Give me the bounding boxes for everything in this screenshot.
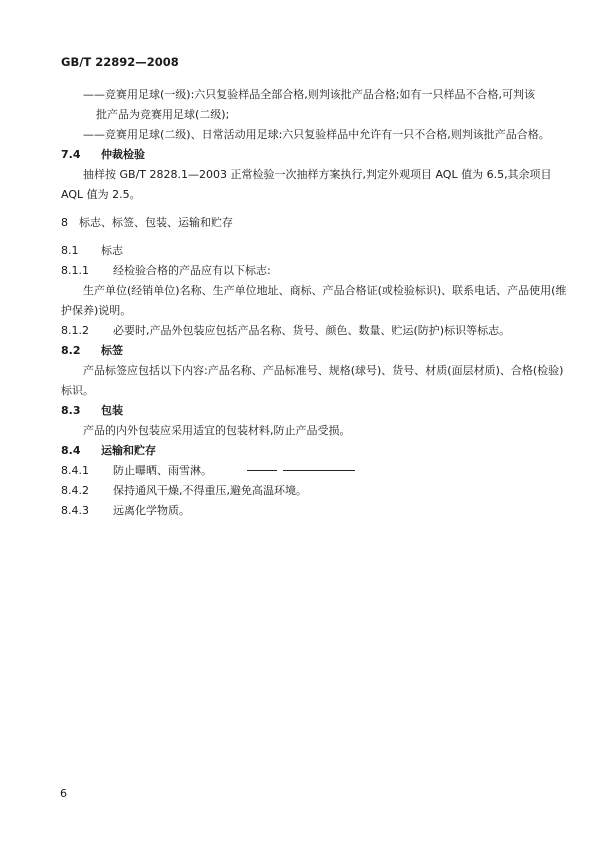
end-of-document-rule <box>247 470 355 471</box>
section-title: 仲裁检验 <box>101 148 145 161</box>
section-title: 运输和贮存 <box>101 444 156 457</box>
page-number: 6 <box>60 787 67 800</box>
section-number: 8.2 <box>61 344 81 357</box>
section-8-1-heading <box>61 241 551 261</box>
section-title: 标签 <box>101 344 123 357</box>
section-7-4-body-line1: 抽样按 GB/T 2828.1—2003 正常检验一次抽样方案执行,判定外观项目 AQL 值为 6.5,其余项目 <box>83 168 552 181</box>
paragraph-grade1-line1: ——竞赛用足球(一级):六只复验样品全部合格,则判该批产品合格;如有一只样品不合格,可判该 <box>83 88 535 101</box>
paragraph-grade1-line2: 批产品为竞赛用足球(二级); <box>96 108 230 121</box>
section-title: 标志 <box>101 244 123 257</box>
section-8-4-3 <box>61 501 551 521</box>
section-number: 8.3 <box>61 404 81 417</box>
section-8-1-1 <box>61 261 551 281</box>
section-number: 8.4 <box>61 444 81 457</box>
section-text: 远离化学物质。 <box>113 504 190 517</box>
section-8-1-2 <box>61 321 551 341</box>
section-number: 8 <box>61 216 68 229</box>
section-number: 8.4.1 <box>61 464 89 477</box>
section-8-3-heading <box>61 401 551 421</box>
section-number: 8.4.2 <box>61 484 89 497</box>
section-text: 必要时,产品外包装应包括产品名称、货号、颜色、数量、贮运(防护)标识等标志。 <box>113 324 511 337</box>
section-text: 防止曝晒、雨雪淋。 <box>113 464 212 477</box>
section-8-2-body-line2: 标识。 <box>61 384 94 397</box>
section-title: 包装 <box>101 404 123 417</box>
standard-number: GB/T 22892—2008 <box>61 55 179 69</box>
section-8-2-body-line1: 产品标签应包括以下内容:产品名称、产品标准号、规格(球号)、货号、材质(面层材质)、合格(检验) <box>83 364 564 377</box>
section-title: 标志、标签、包装、运输和贮存 <box>79 216 233 229</box>
document-body <box>61 85 567 521</box>
section-number: 8.1 <box>61 244 79 257</box>
section-8-1-1-body-line1: 生产单位(经销单位)名称、生产单位地址、商标、产品合格证(或检验标识)、联系电话、产品使用(维 <box>83 284 567 297</box>
section-8-4-2 <box>61 481 551 501</box>
section-number: 8.4.3 <box>61 504 89 517</box>
section-text: 经检验合格的产品应有以下标志: <box>113 264 271 277</box>
section-8-2-heading <box>61 341 551 361</box>
section-7-4-body-line2: AQL 值为 2.5。 <box>61 188 141 201</box>
section-number: 7.4 <box>61 148 81 161</box>
section-8-4-heading <box>61 441 551 461</box>
section-8-1-1-body-line2: 护保养)说明。 <box>61 304 132 317</box>
section-8-heading <box>61 213 551 233</box>
section-7-4-heading <box>61 145 551 165</box>
section-number: 8.1.2 <box>61 324 89 337</box>
section-number: 8.1.1 <box>61 264 89 277</box>
section-text: 保持通风干燥,不得重压,避免高温环境。 <box>113 484 307 497</box>
paragraph-grade2: ——竞赛用足球(二级)、日常活动用足球:六只复验样品中允许有一只不合格,则判该批产品合格。 <box>83 128 550 141</box>
section-8-3-body: 产品的内外包装应采用适宜的包装材料,防止产品受损。 <box>83 424 351 437</box>
